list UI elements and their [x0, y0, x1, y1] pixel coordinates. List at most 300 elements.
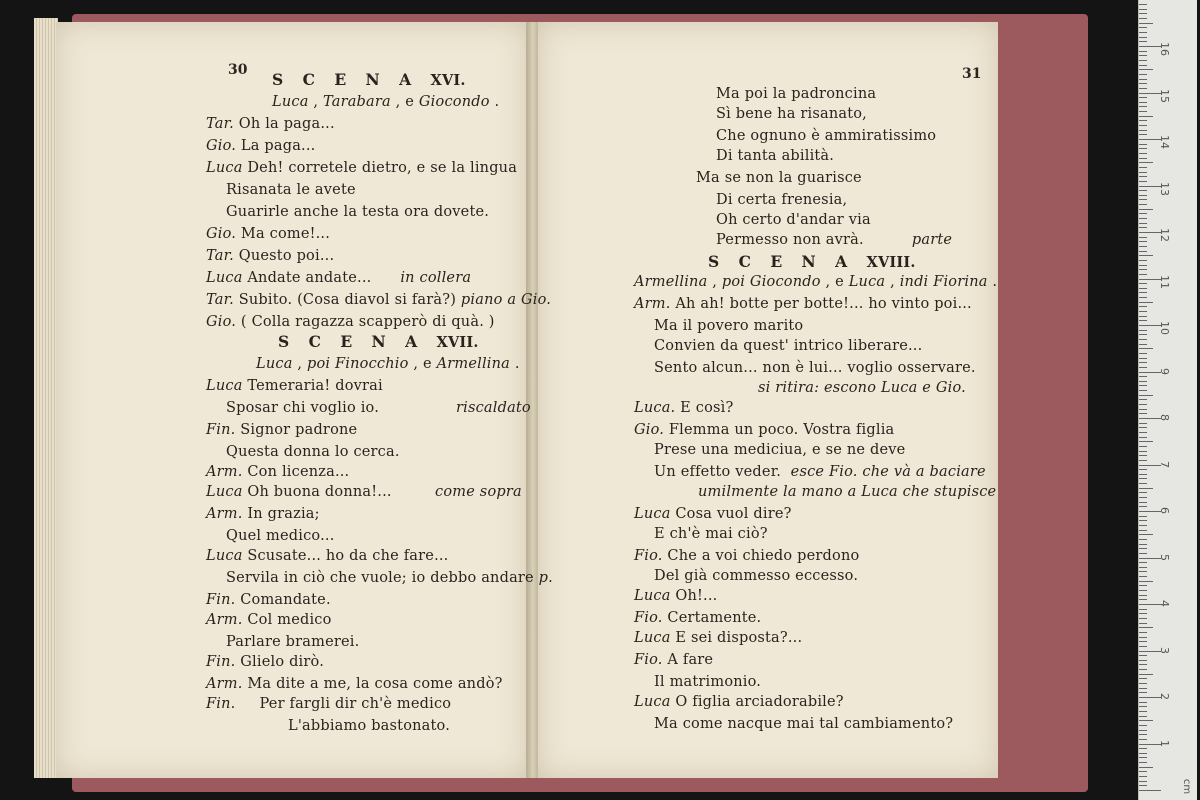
- ruler-tick: [1139, 306, 1147, 307]
- ruler-tick: [1139, 74, 1147, 75]
- ruler-tick: [1139, 641, 1147, 642]
- italic-text: Luca: [206, 548, 243, 564]
- ruler-tick: [1139, 334, 1147, 335]
- ruler-tick: [1139, 446, 1147, 447]
- text-segment: Questa donna lo cerca.: [226, 444, 400, 460]
- text-segment: Sì bene ha risanato,: [716, 106, 867, 122]
- text-segment: Ma se non la guarisce: [696, 170, 862, 186]
- text-segment: E sei disposta?...: [670, 630, 803, 646]
- text-line: [272, 71, 466, 90]
- text-line: [206, 547, 449, 565]
- italic-text: Luca: [634, 506, 671, 522]
- ruler-tick: [1139, 125, 1147, 126]
- ruler-tick: [1139, 585, 1147, 586]
- text-line: [654, 567, 858, 585]
- ruler-tick: [1139, 116, 1153, 117]
- italic-text: Luca: [634, 630, 671, 646]
- text-segment: A fare: [662, 652, 714, 668]
- text-segment: Oh!...: [670, 588, 718, 604]
- italic-text: Luca: [206, 270, 243, 286]
- text-line: [654, 317, 803, 335]
- text-line: [716, 147, 834, 165]
- text-segment: ( Colla ragazza scapperò di quà. ): [236, 314, 495, 330]
- text-line: [634, 693, 844, 711]
- text-line: [654, 715, 953, 733]
- italic-text: Luca: [256, 356, 293, 372]
- italic-text: Gio.: [206, 226, 237, 242]
- text-line: [206, 591, 331, 609]
- text-segment: S C E N A: [708, 252, 867, 271]
- text-segment: .: [510, 356, 520, 372]
- italic-text: Fin.: [206, 654, 236, 670]
- italic-text: Fin.: [206, 696, 236, 712]
- text-line: [206, 463, 349, 481]
- text-line: [288, 717, 450, 735]
- ruler-label: 7: [1158, 460, 1171, 468]
- ruler-tick: [1139, 627, 1153, 628]
- italic-text: Fin.: [206, 422, 236, 438]
- ruler-tick: [1139, 60, 1147, 61]
- ruler-tick: [1139, 65, 1147, 66]
- ruler-tick: [1139, 478, 1147, 479]
- text-line: [206, 269, 471, 287]
- text-segment: Ma il povero marito: [654, 318, 804, 334]
- ruler-tick: [1139, 455, 1147, 456]
- text-line: [206, 695, 451, 713]
- ruler-tick: [1139, 646, 1147, 647]
- text-line: [226, 181, 356, 199]
- text-line: [206, 137, 315, 155]
- text-line: [206, 505, 320, 523]
- italic-text: Armellina: [634, 274, 708, 290]
- ruler-tick: [1139, 785, 1147, 786]
- ruler-tick: [1139, 571, 1147, 572]
- text-line: [206, 675, 503, 693]
- ruler-tick: [1139, 688, 1147, 689]
- text-segment: Oh certo d'andar via: [716, 212, 871, 228]
- italic-text: Fin.: [206, 592, 236, 608]
- ruler-tick: [1139, 451, 1147, 452]
- ruler-tick: [1139, 69, 1153, 70]
- ruler-tick: [1139, 683, 1147, 684]
- text-line: [708, 253, 916, 272]
- ruler-tick: [1139, 576, 1147, 577]
- ruler-tick: [1139, 567, 1147, 568]
- ruler-tick: [1139, 548, 1147, 549]
- text-segment: S C E N A: [272, 70, 431, 89]
- ruler-tick: [1139, 776, 1147, 777]
- italic-text: riscaldato: [455, 400, 531, 416]
- ruler-tick: [1139, 102, 1147, 103]
- ruler-tick: [1139, 474, 1147, 475]
- ruler-tick: [1139, 23, 1153, 24]
- ruler-tick: [1139, 311, 1147, 312]
- ruler-tick: [1139, 534, 1153, 535]
- ruler-tick: [1139, 599, 1147, 600]
- text-segment: Oh la paga...: [233, 116, 335, 132]
- ruler-tick: [1139, 51, 1147, 52]
- text-line: [206, 421, 357, 439]
- ruler-tick: [1139, 516, 1147, 517]
- ruler-tick: [1139, 288, 1147, 289]
- ruler-tick: [1139, 339, 1147, 340]
- text-line: [654, 673, 761, 691]
- ruler-tick: [1139, 181, 1147, 182]
- text-line: [226, 569, 553, 587]
- ruler-tick: [1139, 660, 1147, 661]
- ruler-tick: [1139, 711, 1147, 712]
- ruler-tick: [1139, 320, 1147, 321]
- ruler-tick: [1139, 134, 1147, 135]
- ruler-tick: [1139, 199, 1147, 200]
- text-segment: S C E N A: [278, 332, 437, 351]
- italic-text: Gio.: [206, 314, 237, 330]
- ruler-tick: [1139, 153, 1147, 154]
- text-line: [716, 127, 936, 145]
- ruler-tick: [1139, 655, 1147, 656]
- ruler-tick: [1139, 637, 1147, 638]
- text-line: [226, 399, 531, 417]
- text-segment: Per fargli dir ch'è medico: [235, 696, 452, 712]
- text-line: [206, 291, 551, 309]
- ruler-tick: [1139, 172, 1147, 173]
- ruler-tick: [1139, 362, 1147, 363]
- page-edges: [34, 18, 58, 778]
- text-segment: XVI.: [430, 72, 466, 89]
- ruler-tick: [1139, 27, 1147, 28]
- ruler-tick: [1139, 618, 1147, 619]
- ruler-tick: [1139, 609, 1147, 610]
- ruler-tick: [1139, 41, 1147, 42]
- ruler-tick: [1139, 158, 1147, 159]
- ruler-label: 3: [1158, 646, 1171, 654]
- italic-text: Arm.: [206, 676, 243, 692]
- ruler-tick: [1139, 209, 1153, 210]
- ruler-tick: [1139, 241, 1147, 242]
- text-line: [634, 421, 894, 439]
- italic-text: Luca: [634, 694, 671, 710]
- ruler-tick: [1139, 757, 1147, 758]
- text-line: [634, 609, 761, 627]
- ruler-tick: [1139, 506, 1147, 507]
- ruler-tick: [1139, 195, 1147, 196]
- text-segment: Sposar chi voglio io.: [226, 400, 456, 416]
- ruler-tick: [1139, 176, 1147, 177]
- ruler-tick: [1139, 720, 1153, 721]
- ruler-tick: [1139, 553, 1147, 554]
- measuring-ruler: [1138, 0, 1197, 800]
- ruler-tick: [1139, 395, 1153, 396]
- ruler-tick: [1139, 790, 1161, 791]
- ruler-tick: [1139, 348, 1153, 349]
- text-segment: E così?: [675, 400, 734, 416]
- ruler-tick: [1139, 274, 1147, 275]
- text-line: [226, 203, 489, 221]
- ruler-tick: [1139, 632, 1147, 633]
- text-segment: .: [489, 94, 500, 110]
- ruler-tick: [1139, 716, 1147, 717]
- ruler-tick: [1139, 399, 1147, 400]
- ruler-tick: [1139, 120, 1147, 121]
- ruler-tick: [1139, 376, 1147, 377]
- text-line: [206, 247, 334, 265]
- ruler-tick: [1139, 427, 1147, 428]
- text-line: [634, 505, 792, 523]
- italic-text: poi Giocondo: [721, 274, 821, 290]
- ruler-label: 5: [1158, 553, 1171, 561]
- text-segment: E ch'è mai ciò?: [654, 526, 768, 542]
- ruler-tick: [1139, 316, 1147, 317]
- ruler-tick: [1139, 692, 1147, 693]
- italic-text: si ritira: escono Luca e Gio.: [758, 380, 966, 396]
- ruler-tick: [1139, 753, 1147, 754]
- ruler-tick: [1139, 130, 1147, 131]
- text-line: [278, 333, 479, 352]
- text-segment: Del già commesso eccesso.: [654, 568, 859, 584]
- ruler-label: 10: [1158, 321, 1171, 335]
- ruler-tick: [1139, 483, 1147, 484]
- text-segment: Comandate.: [235, 592, 331, 608]
- ruler-tick: [1139, 79, 1147, 80]
- text-line: [654, 441, 905, 459]
- italic-text: Luca: [206, 484, 243, 500]
- text-segment: Ma poi la padroncina: [716, 86, 877, 102]
- text-segment: In grazia;: [242, 506, 320, 522]
- ruler-tick: [1139, 213, 1147, 214]
- text-line: [226, 633, 359, 651]
- ruler-label: 14: [1158, 135, 1171, 149]
- text-segment: ,: [292, 356, 307, 372]
- text-segment: , e: [408, 356, 437, 372]
- ruler-tick: [1139, 13, 1147, 14]
- ruler-tick: [1139, 525, 1147, 526]
- text-line: [634, 547, 859, 565]
- text-segment: Oh buona donna!...: [242, 484, 436, 500]
- ruler-tick: [1139, 762, 1147, 763]
- text-line: [716, 105, 867, 123]
- text-segment: ,: [308, 94, 323, 110]
- italic-text: Arm.: [206, 612, 243, 628]
- text-line: [634, 295, 972, 313]
- text-line: [698, 483, 996, 501]
- ruler-tick: [1139, 702, 1147, 703]
- ruler-tick: [1139, 771, 1147, 772]
- ruler-tick: [1139, 734, 1147, 735]
- ruler-tick: [1139, 111, 1147, 112]
- italic-text: Luca: [848, 274, 886, 290]
- ruler-tick: [1139, 409, 1147, 410]
- ruler-tick: [1139, 595, 1147, 596]
- italic-text: Fio.: [634, 652, 663, 668]
- ruler-tick: [1139, 748, 1147, 749]
- italic-text: in collera: [400, 270, 472, 286]
- text-segment: Deh! corretele dietro, e se la lingua: [242, 160, 518, 176]
- ruler-tick: [1139, 432, 1147, 433]
- ruler-tick: [1139, 344, 1147, 345]
- ruler-tick: [1139, 353, 1147, 354]
- ruler-label: 4: [1158, 600, 1171, 607]
- text-segment: Subito. (Cosa diavol si farà?): [233, 292, 461, 308]
- text-segment: Con licenza...: [242, 464, 350, 480]
- ruler-tick: [1139, 218, 1147, 219]
- ruler-tick: [1139, 492, 1147, 493]
- ruler-tick: [1139, 246, 1147, 247]
- ruler-tick: [1139, 520, 1147, 521]
- italic-text: Fio.: [634, 610, 663, 626]
- text-segment: , e: [820, 274, 849, 290]
- ruler-tick: [1139, 581, 1153, 582]
- ruler-tick: [1139, 469, 1147, 470]
- text-line: [654, 359, 976, 377]
- text-line: [654, 337, 922, 355]
- ruler-tick: [1139, 562, 1147, 563]
- ruler-tick: [1139, 292, 1147, 293]
- ruler-tick: [1139, 725, 1147, 726]
- italic-text: Arm.: [634, 296, 671, 312]
- text-line: [226, 443, 400, 461]
- ruler-tick: [1139, 413, 1147, 414]
- text-line: [716, 231, 952, 249]
- ruler-label: 8: [1158, 414, 1171, 421]
- ruler-label: 16: [1158, 42, 1171, 56]
- ruler-tick: [1139, 237, 1147, 238]
- text-segment: Glielo dirò.: [235, 654, 325, 670]
- text-segment: Parlare bramerei.: [226, 634, 360, 650]
- ruler-tick: [1139, 269, 1147, 270]
- text-line: [716, 85, 876, 103]
- italic-text: Tarabara: [322, 94, 391, 110]
- text-segment: ,: [885, 274, 900, 290]
- text-segment: L'abbiamo bastonato.: [288, 718, 451, 734]
- text-segment: Cosa vuol dire?: [670, 506, 792, 522]
- ruler-tick: [1139, 367, 1147, 368]
- ruler-label: 13: [1158, 181, 1171, 196]
- ruler-tick: [1139, 460, 1147, 461]
- text-line: [272, 93, 499, 111]
- italic-text: Gio.: [206, 138, 237, 154]
- ruler-label: 1: [1158, 739, 1171, 747]
- text-line: [716, 211, 871, 229]
- ruler-label: 15: [1158, 88, 1171, 103]
- text-segment: Questo poi...: [233, 248, 335, 264]
- ruler-tick: [1139, 530, 1147, 531]
- ruler-tick: [1139, 223, 1147, 224]
- ruler-tick: [1139, 302, 1153, 303]
- text-segment: Di certa frenesia,: [716, 192, 848, 208]
- italic-text: umilmente la mano a Luca che stupisce: [698, 484, 997, 500]
- ruler-tick: [1139, 260, 1147, 261]
- italic-text: Arm.: [206, 464, 243, 480]
- text-segment: Ma come nacque mai tal cambiamento?: [654, 716, 954, 732]
- text-segment: Quel medico...: [226, 528, 335, 544]
- ruler-tick: [1139, 488, 1153, 489]
- ruler-tick: [1139, 330, 1147, 331]
- ruler-tick: [1139, 358, 1147, 359]
- italic-text: come sopra: [435, 484, 522, 500]
- italic-text: Armellina: [436, 356, 511, 372]
- ruler-tick: [1139, 669, 1147, 670]
- text-line: [256, 355, 520, 373]
- ruler-tick: [1139, 227, 1147, 228]
- text-line: [206, 159, 517, 177]
- ruler-tick: [1139, 97, 1147, 98]
- text-segment: Col medico: [242, 612, 332, 628]
- text-segment: Guarirle anche la testa ora dovete.: [226, 204, 490, 220]
- italic-text: Tar.: [206, 292, 234, 308]
- italic-text: Luca.: [634, 400, 676, 416]
- text-line: [206, 313, 495, 331]
- italic-text: Tar.: [206, 248, 234, 264]
- ruler-tick: [1139, 423, 1147, 424]
- ruler-tick: [1139, 678, 1147, 679]
- ruler-tick: [1139, 4, 1147, 5]
- text-line: [654, 463, 986, 481]
- text-segment: Flemma un poco. Vostra figlia: [664, 422, 895, 438]
- ruler-tick: [1139, 767, 1153, 768]
- text-segment: XVIII.: [866, 254, 916, 271]
- text-line: [206, 653, 324, 671]
- italic-text: Tar.: [206, 116, 234, 132]
- ruler-label: 11: [1158, 274, 1171, 289]
- italic-text: Fio.: [634, 548, 663, 564]
- ruler-tick: [1139, 674, 1153, 675]
- ruler-tick: [1139, 18, 1147, 19]
- text-segment: Ah ah! botte per botte!... ho vinto poi...: [670, 296, 972, 312]
- ruler-tick: [1139, 385, 1147, 386]
- text-segment: Permesso non avrà.: [716, 232, 912, 248]
- text-line: [206, 483, 522, 501]
- text-segment: Un effetto veder.: [654, 464, 791, 480]
- ruler-tick: [1139, 437, 1147, 438]
- text-line: [206, 611, 332, 629]
- ruler-tick: [1139, 730, 1147, 731]
- italic-text: Luca: [206, 378, 243, 394]
- text-segment: ,: [707, 274, 722, 290]
- ruler-tick: [1139, 204, 1147, 205]
- ruler-tick: [1139, 265, 1147, 266]
- italic-text: p.: [538, 570, 553, 586]
- text-line: [634, 399, 733, 417]
- italic-text: indi Fiorina: [899, 274, 988, 290]
- ruler-tick: [1139, 381, 1147, 382]
- italic-text: Giocondo: [418, 94, 490, 110]
- ruler-tick: [1139, 297, 1147, 298]
- ruler-tick: [1139, 390, 1147, 391]
- italic-text: parte: [911, 232, 953, 248]
- ruler-tick: [1139, 88, 1147, 89]
- ruler-label: 9: [1158, 367, 1171, 375]
- text-line: [226, 527, 335, 545]
- text-segment: Di tanta abilità.: [716, 148, 835, 164]
- text-segment: Servila in ciò che vuole; io debbo andare: [226, 570, 539, 586]
- text-segment: .: [987, 274, 998, 290]
- text-segment: O figlia arciadorabile?: [670, 694, 844, 710]
- ruler-tick: [1139, 623, 1147, 624]
- ruler-tick: [1139, 283, 1147, 284]
- ruler-tick: [1139, 162, 1153, 163]
- ruler-tick: [1139, 55, 1147, 56]
- ruler-tick: [1139, 404, 1147, 405]
- text-line: [654, 525, 768, 543]
- text-segment: Convien da quest' intrico liberare...: [654, 338, 923, 354]
- text-line: [634, 273, 997, 291]
- text-line: [206, 225, 330, 243]
- ruler-tick: [1139, 664, 1147, 665]
- text-segment: Certamente.: [662, 610, 762, 626]
- ruler-tick: [1139, 167, 1147, 168]
- ruler-tick: [1139, 544, 1147, 545]
- ruler-tick: [1139, 539, 1147, 540]
